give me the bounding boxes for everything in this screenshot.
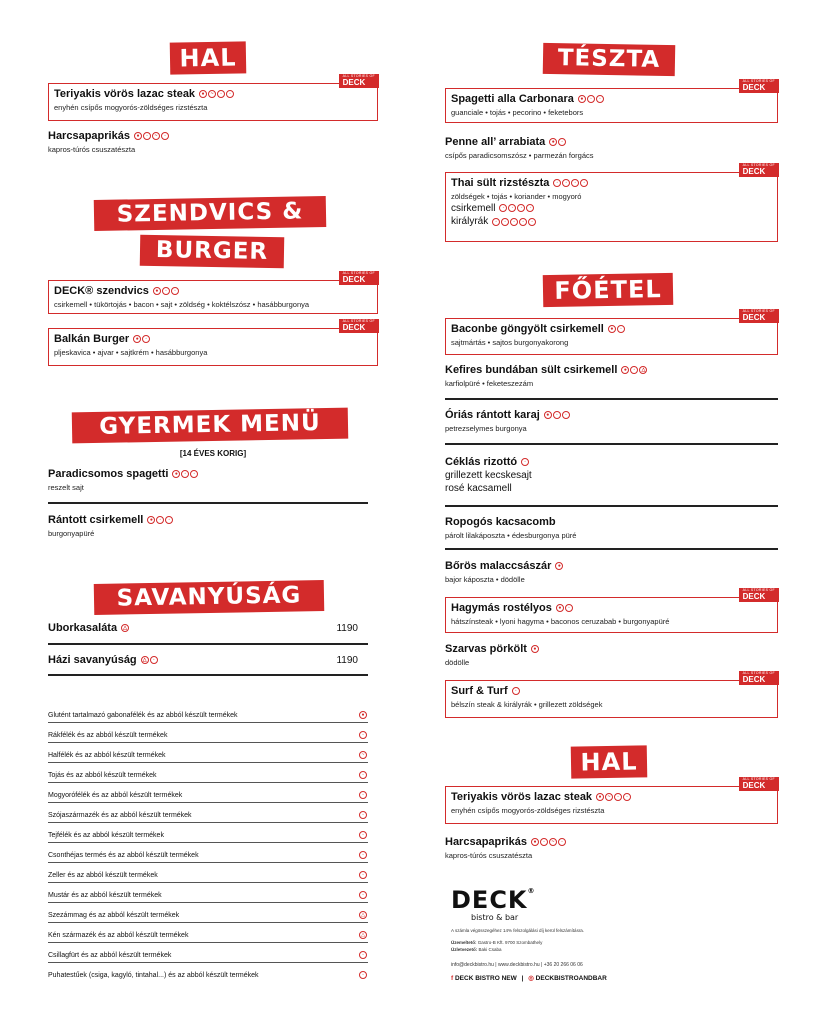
gluten-icon: ● bbox=[544, 411, 552, 419]
allergen-icons bbox=[147, 514, 174, 526]
allergen-icons bbox=[499, 203, 535, 214]
operator: Üzemeltető: Gastro-B Kft. 9700 Szombathely bbox=[451, 940, 543, 945]
fish-icon: ~ bbox=[208, 90, 216, 98]
facebook-icon: f bbox=[451, 975, 454, 982]
milk-icon: ◦ bbox=[171, 287, 179, 295]
item-name: Hagymás rostélyos bbox=[451, 602, 552, 614]
egg-icon: ◦ bbox=[553, 411, 561, 419]
item-desc: zöldségek • tojás • koriander • mogyoró bbox=[451, 192, 582, 202]
allergen-row: Csonthéjas termés és az abból készült termékek ◦ bbox=[48, 852, 368, 863]
item-name: Uborkasaláta bbox=[48, 622, 118, 634]
allergen-row: Puhatestűek (csiga, kagyló, tintahal...) és az abból készült termékek ◦ bbox=[48, 972, 368, 982]
item-name: Spagetti alla Carbonara bbox=[451, 93, 574, 105]
divider bbox=[445, 505, 778, 507]
milk-icon: ◦ bbox=[562, 411, 570, 419]
item-name: Penne all’ arrabiata bbox=[445, 136, 546, 148]
pasta-title: TÉSZTA bbox=[543, 43, 676, 76]
item-name: Házi savanyúság bbox=[48, 654, 137, 666]
crustacean-icon: ◦ bbox=[492, 218, 500, 226]
divider bbox=[48, 643, 368, 645]
milk-icon: ◦ bbox=[630, 366, 638, 374]
allergen-icons bbox=[596, 791, 632, 803]
egg-icon: ◦ bbox=[143, 132, 151, 140]
egg-icon: ◦ bbox=[587, 95, 595, 103]
item-name: Baconbe göngyölt csirkemell bbox=[451, 323, 604, 335]
peanut-icon: ◦ bbox=[359, 791, 367, 799]
item-option: grillezett kecskesajt bbox=[445, 470, 532, 482]
soy-icon: ◦ bbox=[571, 179, 579, 187]
burger-title-2: BURGER bbox=[140, 235, 285, 269]
milk-icon: ◦ bbox=[596, 95, 604, 103]
allergen-icons bbox=[141, 654, 159, 666]
milk-icon: ◦ bbox=[558, 138, 566, 146]
hal-title-right: HAL bbox=[571, 745, 648, 778]
fish-icon: ~ bbox=[359, 751, 367, 759]
gluten-icon: ● bbox=[556, 604, 564, 612]
item-desc: sajtmártás • sajtos burgonyakorong bbox=[451, 338, 569, 348]
allergen-icons bbox=[512, 685, 521, 697]
allergen-row: Csillagfürt és az abból készült termékek ◦ bbox=[48, 952, 368, 963]
item-desc: reszelt sajt bbox=[48, 483, 84, 493]
item-name: Ropogós kacsacomb bbox=[445, 516, 556, 528]
sesame-icon: △ bbox=[141, 656, 149, 664]
allergen-icons bbox=[172, 468, 199, 480]
allergen-row: Kén származék és az abból készült termékek △ bbox=[48, 932, 368, 943]
allergen-row: Glutént tartalmazó gabonafélék és az abból készült termékek ● bbox=[48, 712, 368, 723]
menu-item bbox=[445, 364, 778, 388]
pickles-title: SAVANYÚSÁG bbox=[94, 580, 325, 615]
menu-item bbox=[445, 309, 778, 355]
deck-tag: ALL STORIES OF DECK bbox=[339, 271, 379, 285]
allergen-icons bbox=[621, 364, 648, 376]
item-option: rosé kacsamell bbox=[445, 483, 512, 495]
menu-item bbox=[445, 560, 778, 584]
item-desc: dödölle bbox=[445, 658, 470, 668]
allergen-icons bbox=[121, 622, 130, 634]
item-desc: guanciale • tojás • pecorino • feketebors bbox=[451, 108, 584, 118]
divider bbox=[48, 674, 368, 676]
nut-icon: ◦ bbox=[614, 793, 622, 801]
allergen-icons bbox=[199, 88, 235, 100]
allergen-row: Szójaszármazék és az abból készült termékek ◦ bbox=[48, 812, 368, 823]
menu-item bbox=[48, 271, 378, 314]
fish-icon: ~ bbox=[549, 838, 557, 846]
soy-icon: ◦ bbox=[517, 204, 525, 212]
gluten-icon: ● bbox=[147, 516, 155, 524]
menu-item bbox=[445, 836, 778, 860]
item-name: Paradicsomos spagetti bbox=[48, 468, 169, 480]
allergen-icons bbox=[578, 93, 605, 105]
mollusc-icon: ◦ bbox=[359, 971, 367, 979]
item-name: Óriás rántott karaj bbox=[445, 409, 540, 421]
manager: Üzletvezető: Baki Csaba bbox=[451, 947, 502, 952]
allergen-row: Tojás és az abból készült termékek ◦ bbox=[48, 772, 368, 783]
item-desc: párolt lilakáposzta • édesburgonya püré bbox=[445, 531, 577, 540]
egg-icon: ◦ bbox=[156, 516, 164, 524]
gluten-icon: ● bbox=[153, 287, 161, 295]
item-desc: petrezselymes burgonya bbox=[445, 424, 527, 434]
allergen-row: Mogyorófélék és az abból készült termékek ◦ bbox=[48, 792, 368, 803]
sesame-icon: △ bbox=[639, 366, 647, 374]
gluten-icon: ● bbox=[549, 138, 557, 146]
burger-title-1: SZENDVICS & bbox=[94, 196, 327, 231]
item-price: 1190 bbox=[336, 623, 358, 634]
allergen-icons bbox=[544, 409, 571, 421]
milk-icon: ◦ bbox=[161, 132, 169, 140]
milk-icon: ◦ bbox=[521, 458, 529, 466]
deck-tag: ALL STORIES OF DECK bbox=[739, 588, 779, 602]
item-desc: kapros-túrós csuszatészta bbox=[445, 851, 533, 861]
milk-icon: ◦ bbox=[617, 325, 625, 333]
gluten-icon: ● bbox=[621, 366, 629, 374]
divider bbox=[48, 502, 368, 504]
sesame-icon: △ bbox=[121, 624, 129, 632]
item-name: Teriyakis vörös lazac steak bbox=[451, 791, 593, 803]
instagram-link[interactable]: DECKBISTROANDBAR bbox=[535, 975, 607, 982]
menu-item bbox=[445, 456, 778, 494]
allergen-row: Zeller és az abból készült termékek ◦ bbox=[48, 872, 368, 883]
mustard-icon: ◦ bbox=[359, 891, 367, 899]
item-desc: csirkemell • tükörtojás • bacon • sajt • zöldség • koktélszósz • hasábburgonya bbox=[54, 300, 310, 310]
crustacean-icon: ◦ bbox=[359, 731, 367, 739]
main-title: FŐÉTEL bbox=[543, 273, 674, 307]
item-name: Surf & Turf bbox=[451, 685, 508, 697]
menu-item bbox=[445, 671, 778, 718]
menu-item bbox=[48, 514, 378, 538]
allergen-icons bbox=[608, 323, 626, 335]
celery-icon: ◦ bbox=[359, 871, 367, 879]
divider bbox=[445, 443, 778, 445]
milk-icon: ◦ bbox=[142, 335, 150, 343]
menu-item bbox=[445, 163, 778, 242]
egg-icon: ◦ bbox=[359, 771, 367, 779]
item-name: Teriyakis vörös lazac steak bbox=[54, 88, 196, 100]
crustacean-icon: ◦ bbox=[512, 687, 520, 695]
gluten-icon: ● bbox=[134, 132, 142, 140]
gluten-icon: ● bbox=[133, 335, 141, 343]
contact-line: info@deckbistro.hu | www.deckbistro.hu | +36 20 266 06 06 bbox=[451, 962, 583, 968]
peanut-icon: ◦ bbox=[510, 218, 518, 226]
deck-tag: ALL STORIES OF DECK bbox=[339, 74, 379, 88]
allergen-icons bbox=[531, 643, 540, 655]
fish-icon: ~ bbox=[152, 132, 160, 140]
deck-tag: ALL STORIES OF DECK bbox=[739, 777, 779, 791]
allergen-icons bbox=[555, 560, 564, 572]
allergen-row: Szezámmag és az abból készült termékek △ bbox=[48, 912, 368, 923]
deck-tag: ALL STORIES OF DECK bbox=[739, 309, 779, 323]
allergen-row: Rákfélék és az abból készült termékek ◦ bbox=[48, 732, 368, 743]
soy-icon: ◦ bbox=[519, 218, 527, 226]
milk-icon: ◦ bbox=[190, 470, 198, 478]
egg-icon: ◦ bbox=[162, 287, 170, 295]
item-name: Rántott csirkemell bbox=[48, 514, 144, 526]
gluten-icon: ● bbox=[531, 838, 539, 846]
item-name: Bőrös malaccsászár bbox=[445, 560, 552, 572]
peanut-icon: ◦ bbox=[508, 204, 516, 212]
allergen-icons bbox=[553, 177, 589, 189]
item-desc: kapros-túrós csuszatészta bbox=[48, 145, 136, 155]
egg-icon: ◦ bbox=[540, 838, 548, 846]
allergen-row: Halfélék és az abból készült termékek ~ bbox=[48, 752, 368, 763]
item-desc: hátszínsteak • lyoni hagyma • baconos ceruzabab • burgonyapüré bbox=[451, 617, 670, 627]
allergen-icons bbox=[556, 602, 574, 614]
gluten-icon: ● bbox=[199, 90, 207, 98]
egg-icon: ◦ bbox=[553, 179, 561, 187]
deck-logo-sub: bistro & bar bbox=[471, 913, 519, 922]
menu-item bbox=[445, 777, 778, 824]
allergen-icons bbox=[531, 836, 567, 848]
deck-tag: ALL STORIES OF DECK bbox=[739, 671, 779, 685]
service-charge-note: A számla végösszegéhez 14% felszolgálási díj kerül felszámításra. bbox=[451, 928, 585, 933]
kids-title: GYERMEK MENÜ bbox=[72, 408, 348, 444]
menu-item bbox=[445, 79, 778, 123]
item-desc: bajor káposzta • dödölle bbox=[445, 575, 525, 585]
item-option: királyrák bbox=[451, 216, 489, 228]
milk-icon: ◦ bbox=[558, 838, 566, 846]
gluten-icon: ● bbox=[596, 793, 604, 801]
item-name: DECK® szendvics bbox=[54, 285, 149, 297]
item-name: Céklás rizottó bbox=[445, 456, 518, 468]
item-option: csirkemell bbox=[451, 203, 496, 215]
item-desc: enyhén csípős mogyorós-zöldséges rizstészta bbox=[54, 103, 208, 113]
menu-item bbox=[445, 409, 778, 433]
divider bbox=[445, 548, 778, 550]
item-desc: karfiolpüré • feketeszezám bbox=[445, 379, 534, 389]
item-name: Kefires bundában sült csirkemell bbox=[445, 364, 618, 376]
allergen-icons bbox=[133, 333, 151, 345]
allergen-icons bbox=[153, 285, 180, 297]
gluten-icon: ● bbox=[555, 562, 563, 570]
item-desc: bélszín steak & királyrák • grillezett zöldségek bbox=[451, 700, 603, 710]
deck-tag: ALL STORIES OF DECK bbox=[739, 163, 779, 177]
gluten-icon: ● bbox=[608, 325, 616, 333]
deck-tag: ALL STORIES OF DECK bbox=[339, 319, 379, 333]
item-name: Szarvas pörkölt bbox=[445, 643, 527, 655]
deck-logo: DECK® bbox=[451, 886, 536, 914]
allergen-row: Tejfélék és az abból készült termékek ◦ bbox=[48, 832, 368, 843]
allergen-icons bbox=[134, 130, 170, 142]
instagram-icon: ◎ bbox=[528, 975, 534, 982]
item-desc: csípős paradicsomszósz • parmezán forgács bbox=[445, 151, 594, 161]
sesame-icon: ◦ bbox=[528, 218, 536, 226]
hal-title: HAL bbox=[170, 41, 247, 74]
menu-item bbox=[445, 588, 778, 633]
lupin-icon: ◦ bbox=[359, 951, 367, 959]
item-name: Harcsapaprikás bbox=[48, 130, 130, 142]
menu-item bbox=[48, 74, 378, 121]
soy-icon: ◦ bbox=[226, 90, 234, 98]
gluten-icon: ● bbox=[578, 95, 586, 103]
tree-nut-icon: ◦ bbox=[359, 851, 367, 859]
item-desc: pljeskavica • ajvar • sajtkrém • hasábburgonya bbox=[54, 348, 208, 358]
nut-icon: ◦ bbox=[217, 90, 225, 98]
menu-item bbox=[48, 130, 378, 154]
menu-item bbox=[48, 319, 378, 366]
menu-item bbox=[445, 136, 778, 160]
menu-item bbox=[445, 643, 778, 667]
fish-icon: ~ bbox=[605, 793, 613, 801]
gluten-icon: ● bbox=[531, 645, 539, 653]
soy-icon: ◦ bbox=[359, 811, 367, 819]
sulphite-icon: △ bbox=[359, 931, 367, 939]
gluten-icon: ● bbox=[359, 711, 367, 719]
egg-icon: ◦ bbox=[181, 470, 189, 478]
allergen-icons bbox=[521, 456, 530, 468]
peanut-icon: ◦ bbox=[562, 179, 570, 187]
divider bbox=[445, 398, 778, 400]
egg-icon: ◦ bbox=[501, 218, 509, 226]
milk-icon: ◦ bbox=[165, 516, 173, 524]
item-name: Harcsapaprikás bbox=[445, 836, 527, 848]
allergen-icons bbox=[549, 136, 567, 148]
gluten-icon: ● bbox=[172, 470, 180, 478]
deck-tag: ALL STORIES OF DECK bbox=[739, 79, 779, 93]
soy-icon: ◦ bbox=[623, 793, 631, 801]
item-price: 1190 bbox=[336, 655, 358, 666]
sesame-icon: ◦ bbox=[526, 204, 534, 212]
menu-item bbox=[48, 654, 368, 666]
egg-icon: ◦ bbox=[499, 204, 507, 212]
menu-item bbox=[445, 516, 778, 540]
item-name: Balkán Burger bbox=[54, 333, 130, 345]
allergen-row: Mustár és az abból készült termékek ◦ bbox=[48, 892, 368, 903]
facebook-link[interactable]: DECK BISTRO NEW bbox=[454, 975, 517, 982]
milk-icon: ◦ bbox=[359, 831, 367, 839]
sesame-icon: △ bbox=[359, 911, 367, 919]
item-name: Thai sült rizstészta bbox=[451, 177, 550, 189]
item-desc: enyhén csípős mogyorós-zöldséges rizstészta bbox=[451, 806, 605, 816]
social-links: f DECK BISTRO NEW | ◎ DECKBISTROANDBAR bbox=[451, 975, 607, 982]
milk-icon: ◦ bbox=[565, 604, 573, 612]
allergen-icons bbox=[492, 216, 537, 227]
item-desc: burgonyapüré bbox=[48, 529, 95, 539]
sesame-icon: ◦ bbox=[580, 179, 588, 187]
kids-subtitle: [14 ÉVES KORIG] bbox=[179, 449, 247, 458]
menu-item bbox=[48, 622, 368, 634]
mustard-icon: ◦ bbox=[150, 656, 158, 664]
menu-item bbox=[48, 468, 378, 492]
